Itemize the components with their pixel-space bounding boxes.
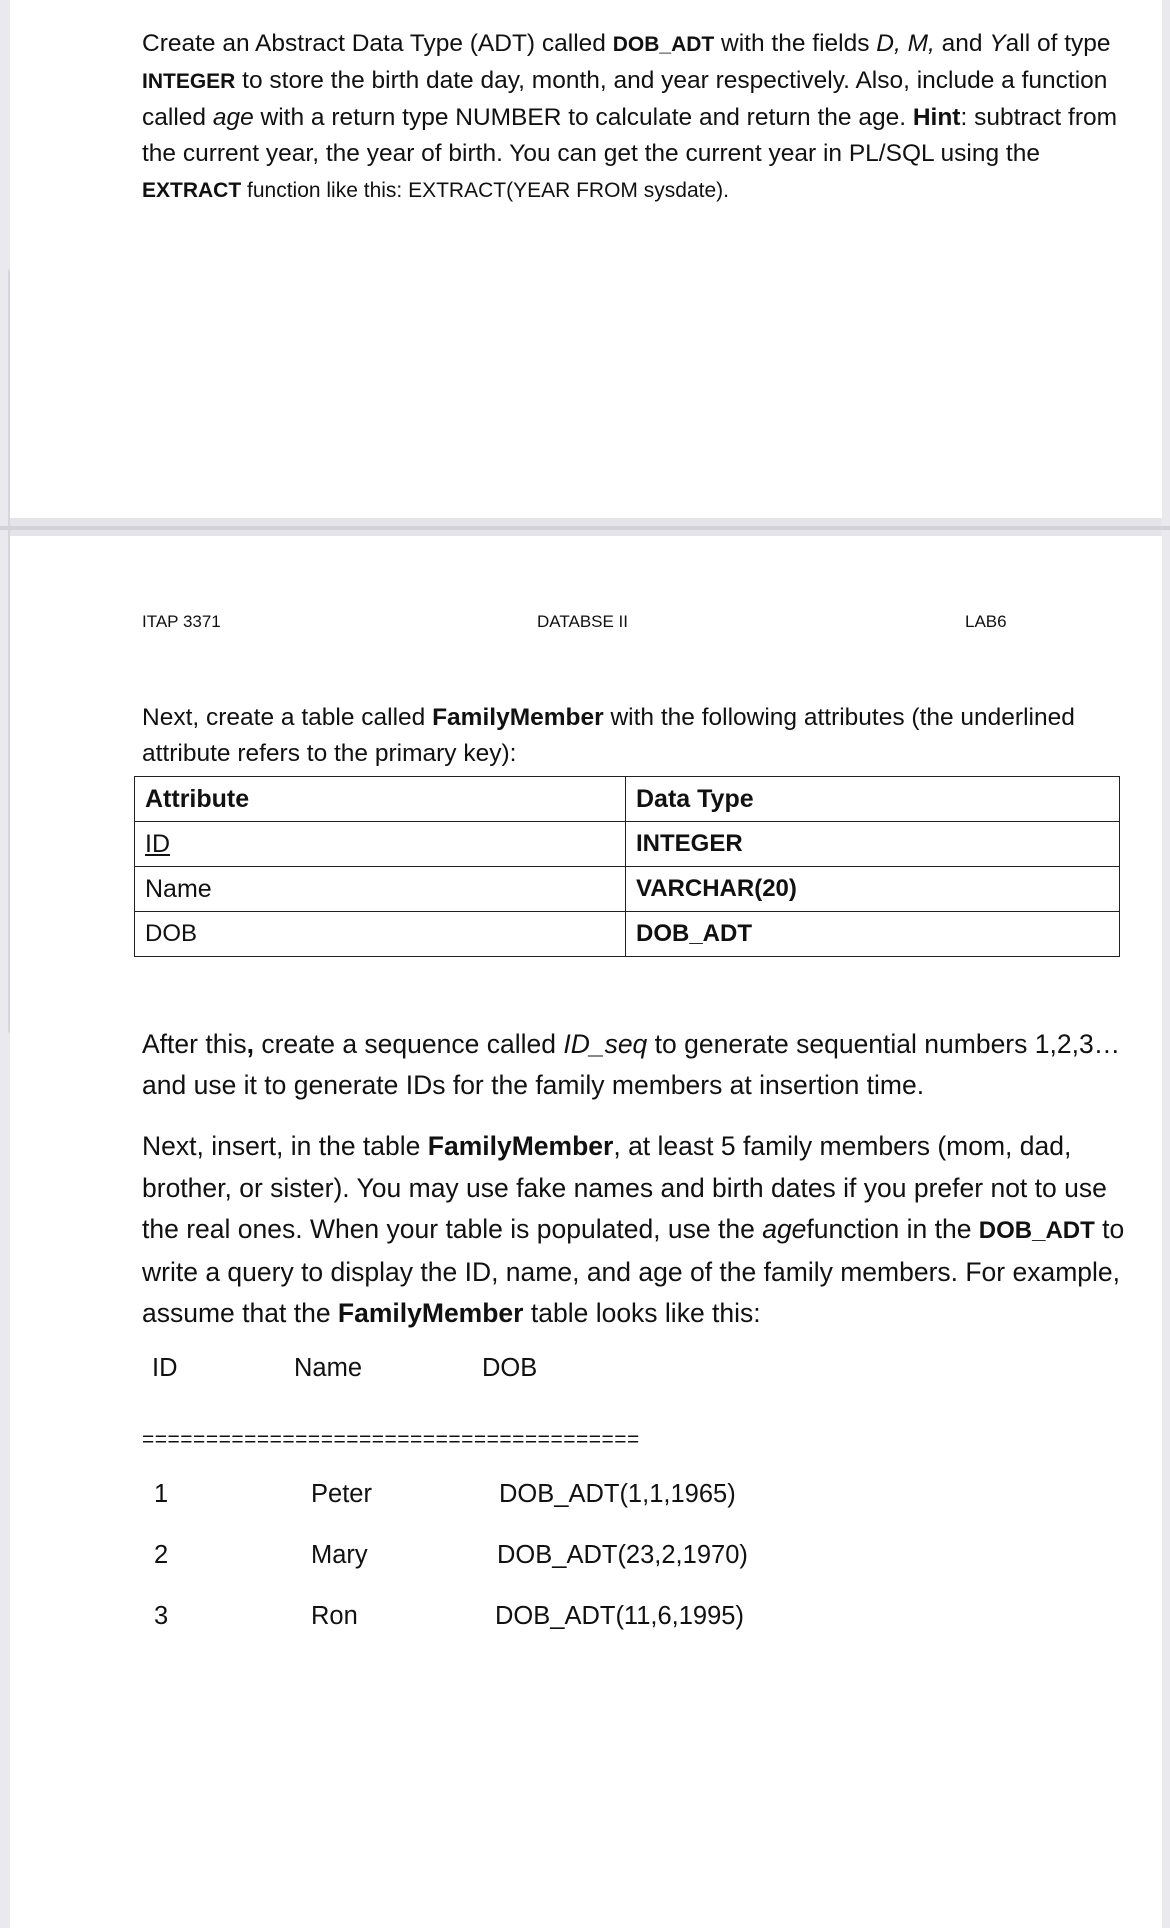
- header-course-code: ITAP 3371: [142, 612, 221, 631]
- sequence-paragraph: [142, 1024, 1142, 1106]
- text: [901, 30, 908, 57]
- document-page-2: [10, 536, 1162, 1928]
- example-dob: DOB_ADT(11,6,1995): [495, 1602, 744, 1630]
- table-row: [135, 912, 1120, 957]
- example-row: [142, 1480, 842, 1514]
- familymember-term: FamilyMember: [427, 1131, 614, 1161]
- page-divider: [0, 526, 1170, 530]
- text: to generate sequential numbers 1,2,3… and use it to generate IDs for the family members at insertion time.: [142, 1029, 1121, 1100]
- table-header-row: [135, 777, 1120, 822]
- familymember-term: FamilyMember: [337, 1298, 524, 1328]
- data-type-cell: DOB_ADT: [626, 912, 1120, 957]
- text: After this: [142, 1029, 247, 1059]
- hint-label: Hint: [912, 104, 961, 131]
- text: function like this: EXTRACT(YEAR FROM sysdate).: [241, 179, 729, 202]
- example-header-name: Name: [294, 1354, 363, 1382]
- extract-term: EXTRACT: [142, 179, 242, 202]
- integer-term: INTEGER: [142, 70, 236, 93]
- attributes-table: [134, 776, 1120, 957]
- adt-instructions-paragraph: [142, 26, 1132, 209]
- text: create a sequence called: [253, 1029, 564, 1059]
- header-attribute: Attribute: [135, 777, 626, 822]
- header-data-type: Data Type: [626, 777, 1120, 822]
- example-header-id: ID: [152, 1354, 178, 1382]
- text: , at least 5 family members (mom, dad, brother, or sister). You may use fake names and birth dates if you prefer not to use the real ones. When your table is populated, use the: [142, 1131, 1107, 1244]
- example-name: Ron: [311, 1602, 358, 1630]
- text: with a return type NUMBER to calculate and return the age.: [253, 104, 913, 131]
- header-lab-number: LAB6: [965, 612, 1007, 631]
- familymember-term: FamilyMember: [432, 704, 604, 731]
- example-id: 2: [154, 1541, 169, 1569]
- text: : subtract from the current year, the year of birth. You can get the current year in PL/SQL using the: [142, 104, 1118, 167]
- field-y: Y: [989, 30, 1006, 57]
- age-function-term: age: [762, 1214, 807, 1244]
- table-row: [135, 822, 1120, 867]
- header-course-title: DATABSE II: [537, 612, 629, 631]
- dob-adt-term: DOB_ADT: [612, 33, 715, 56]
- table-row: [135, 867, 1120, 912]
- field-m: M,: [907, 30, 935, 57]
- document-page-1: [10, 0, 1162, 518]
- text: ,: [246, 1029, 254, 1059]
- example-row: [142, 1541, 842, 1575]
- sequence-name: ID_seq: [563, 1029, 648, 1059]
- data-type-cell: INTEGER: [626, 822, 1120, 867]
- field-d: D,: [876, 30, 901, 57]
- text: Next, create a table called: [142, 704, 433, 731]
- dob-adt-term: DOB_ADT: [978, 1217, 1095, 1244]
- age-function-term: age: [212, 104, 254, 131]
- example-id: 1: [154, 1480, 169, 1508]
- primary-key-attribute: ID: [145, 829, 170, 858]
- text: Create an Abstract Data Type (ADT) called: [142, 30, 613, 57]
- text: with the following attributes (the underlined attribute refers to the primary key):: [142, 704, 1075, 767]
- text: with the fields: [714, 30, 877, 57]
- example-row: [142, 1602, 842, 1636]
- data-type-cell: VARCHAR(20): [626, 867, 1120, 912]
- insert-paragraph: [142, 1126, 1142, 1335]
- text: Next, insert, in the table: [142, 1131, 428, 1161]
- page-header: [142, 612, 1012, 638]
- example-header-dob: DOB: [482, 1354, 538, 1382]
- table-intro-paragraph: [142, 700, 1132, 772]
- text: function in the: [806, 1214, 979, 1244]
- text: all of type: [1005, 30, 1111, 57]
- example-separator: =======================================: [142, 1428, 640, 1451]
- text: and: [934, 30, 990, 57]
- example-name: Peter: [311, 1480, 372, 1508]
- attribute-cell: Name: [135, 867, 626, 912]
- attribute-cell: DOB: [135, 912, 626, 957]
- example-header-row: [142, 1354, 842, 1388]
- example-dob: DOB_ADT(1,1,1965): [499, 1480, 736, 1508]
- example-id: 3: [154, 1602, 169, 1630]
- text: to write a query to display the ID, name, and age of the family members. For example, assume that the: [142, 1214, 1125, 1328]
- example-name: Mary: [311, 1541, 368, 1569]
- text: table looks like this:: [523, 1298, 761, 1328]
- attribute-cell: [135, 822, 626, 867]
- text: to store the birth date day, month, and year respectively. Also, include a function called: [142, 67, 1108, 131]
- example-dob: DOB_ADT(23,2,1970): [497, 1541, 748, 1569]
